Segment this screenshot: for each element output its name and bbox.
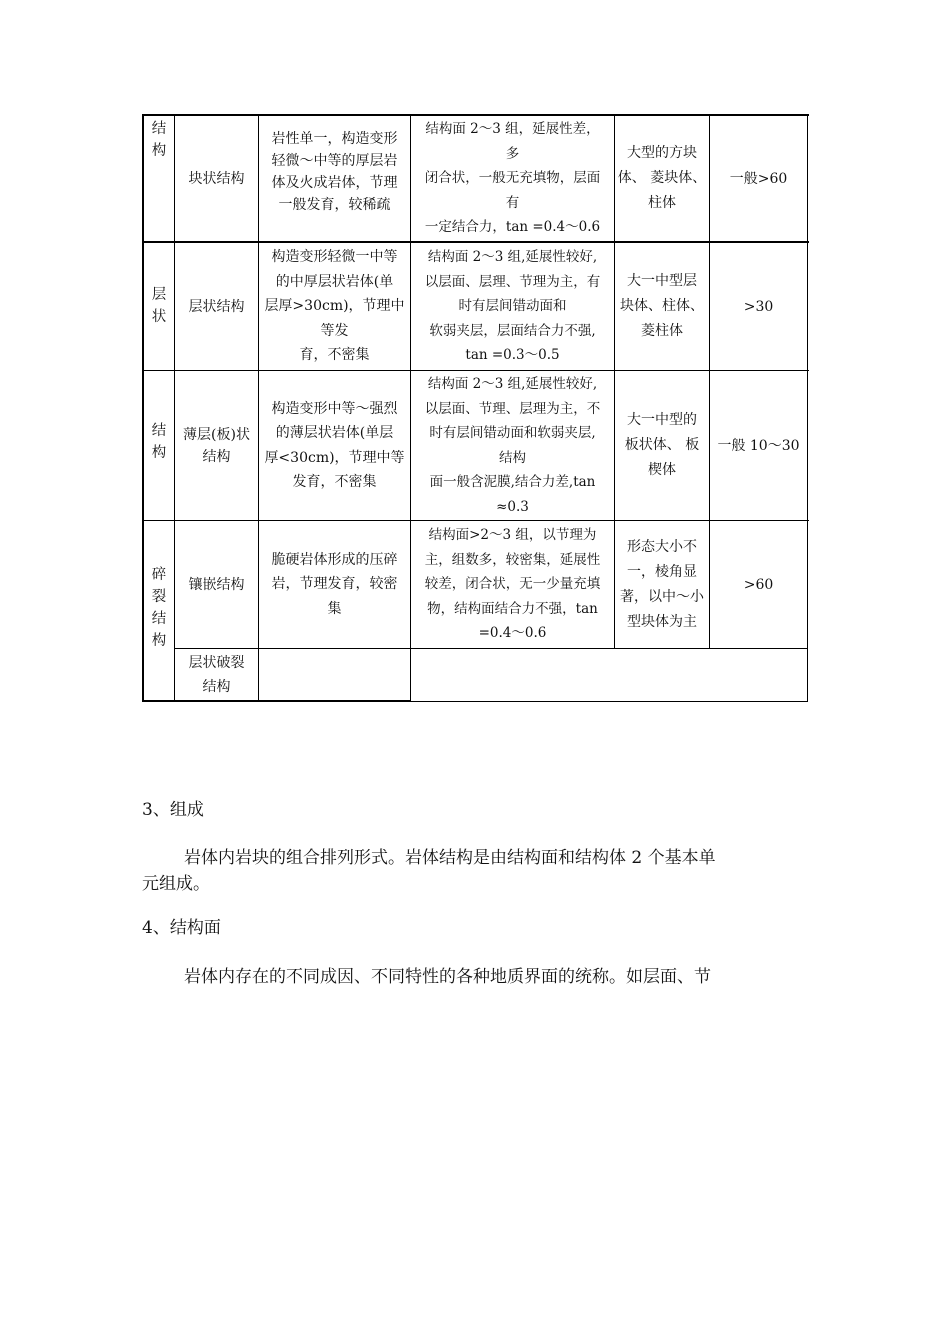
merged-cell-empty xyxy=(411,649,807,701)
section-heading: 4、结构面 xyxy=(142,918,221,938)
table-row xyxy=(175,649,258,700)
body-shape-cell xyxy=(615,521,709,648)
structure-name-line: 结构 xyxy=(202,678,231,695)
surface-line: 有 xyxy=(505,194,520,211)
table-row xyxy=(175,116,258,241)
description-line: 构造变形轻微一中等 xyxy=(271,249,398,266)
surface-line: 以层面、节理、层理为主，不 xyxy=(424,400,601,417)
paragraph-line: 岩体内岩块的组合排列形式。岩体结构是由结构面和结构体 2 个基本单 xyxy=(184,848,716,868)
description-line: 岩性单一，构造变形 xyxy=(271,131,398,147)
rock-structure-table xyxy=(142,114,809,702)
surface-line: 结构面 2～3 组，延展性差， xyxy=(425,121,600,138)
surface-line: tan =0.3～0.5 xyxy=(465,347,560,364)
surface-line: 主，组数多，较密集，延展性 xyxy=(424,551,601,568)
body-shape-line: 形态大小不 xyxy=(627,538,697,555)
table-border-bottom-right xyxy=(410,701,808,702)
surface-cell xyxy=(411,116,614,241)
table-border-right xyxy=(807,114,808,702)
structure-name: 层状结构 xyxy=(188,298,245,315)
group-label-1: 结构 xyxy=(151,121,167,159)
table-row xyxy=(175,243,258,370)
value-cell xyxy=(710,116,807,241)
surface-line: ≈0.3 xyxy=(496,498,529,515)
group-label-3: 结构 xyxy=(151,423,167,461)
description-line: 厚<30cm)，节理中等 xyxy=(264,449,405,466)
body-shape-line: 大一中型的 xyxy=(626,412,697,428)
description-line: 的中厚层状岩体(单 xyxy=(275,273,394,290)
description-line: 脆硬岩体形成的压碎 xyxy=(271,551,398,568)
description-line: 体及火成岩体，节理 xyxy=(271,175,398,191)
surface-line: 一定结合力，tan =0.4～0.6 xyxy=(424,219,601,236)
description-line: 构造变形中等～强烈 xyxy=(271,400,398,417)
surface-line: 闭合状，一般无充填物，层面 xyxy=(424,170,601,187)
surface-line: 时有层间错动面和软弱夹层, xyxy=(429,425,596,441)
table-row xyxy=(175,521,258,648)
body-shape-line: 型块体为主 xyxy=(627,613,697,630)
surface-cell xyxy=(411,521,614,648)
body-shape-line: 体、 菱块体、 xyxy=(617,170,707,186)
table-border-bottom xyxy=(142,700,410,702)
surface-line: 物，结构面结合力不强，tan xyxy=(427,600,598,617)
surface-line: 以层面、层理、节理为主，有 xyxy=(424,273,601,290)
table-border-left xyxy=(142,114,144,702)
value-cell xyxy=(710,371,807,520)
body-shape-line: 大一中型层 xyxy=(627,273,697,289)
description-cell-empty xyxy=(259,649,410,700)
value-text: >60 xyxy=(743,576,774,593)
value-text: >30 xyxy=(743,298,774,315)
value-text: 一般>60 xyxy=(729,170,788,187)
body-shape-line: 一，棱角显 xyxy=(627,563,697,580)
description-cell xyxy=(259,243,410,370)
description-cell xyxy=(259,521,410,648)
group-label-4: 碎裂结构 xyxy=(151,567,167,649)
paragraph-line: 岩体内存在的不同成因、不同特性的各种地质界面的统称。如层面、节 xyxy=(184,967,711,987)
structure-name: 镶嵌结构 xyxy=(188,576,245,593)
body-shape-cell xyxy=(615,243,709,370)
description-line: 岩，节理发育，较密 xyxy=(271,576,398,593)
surface-line: 软弱夹层，层面结合力不强, xyxy=(429,322,596,339)
surface-line: 面一般含泥膜,结合力差,tan xyxy=(429,474,596,490)
body-shape-line: 块体、柱体、 xyxy=(620,298,704,314)
section-heading: 3、组成 xyxy=(142,800,204,820)
body-shape-line: 楔体 xyxy=(647,462,676,478)
body-shape-line: 大型的方块 xyxy=(626,145,697,161)
surface-line: 较差，闭合状，无一少量充填 xyxy=(424,576,601,593)
description-line: 一般发育，较稀疏 xyxy=(278,197,391,213)
surface-line: 时有层间错动面和 xyxy=(458,298,567,315)
description-line: 层厚>30cm)，节理中 xyxy=(264,298,405,315)
body-shape-cell xyxy=(615,116,709,241)
structure-name-line: 结构 xyxy=(202,448,231,465)
description-line: 发育，不密集 xyxy=(292,474,377,490)
structure-name: 块状结构 xyxy=(188,170,245,187)
body-shape-cell xyxy=(615,371,709,520)
surface-line: 结构面 2～3 组,延展性较好, xyxy=(427,249,598,266)
surface-line: 结构面 2～3 组,延展性较好, xyxy=(427,376,598,392)
surface-line: 结构面>2～3 组，以节理为 xyxy=(428,527,597,544)
surface-line: =0.4～0.6 xyxy=(478,625,547,642)
paragraph-line: 元组成。 xyxy=(142,874,210,894)
body-shape-line: 柱体 xyxy=(647,195,676,211)
surface-cell xyxy=(411,243,614,370)
structure-name-line: 层状破裂 xyxy=(188,654,245,671)
table-row xyxy=(175,371,258,520)
description-line: 等发 xyxy=(320,322,349,339)
description-line: 育，不密集 xyxy=(299,347,370,364)
value-cell xyxy=(710,243,807,370)
surface-cell xyxy=(411,371,614,520)
group-label-2: 层状 xyxy=(151,287,167,325)
description-cell xyxy=(259,128,410,236)
value-cell xyxy=(710,521,807,648)
value-text: 一般 10～30 xyxy=(717,437,800,454)
description-line: 的薄层状岩体(单层 xyxy=(275,425,394,441)
description-line: 轻微～中等的厚层岩 xyxy=(271,153,398,169)
description-cell xyxy=(259,371,410,520)
body-shape-line: 菱柱体 xyxy=(641,323,683,339)
surface-line: 结构 xyxy=(499,449,526,466)
body-shape-line: 著，以中～小 xyxy=(620,588,704,605)
structure-name-line: 薄层(板)状 xyxy=(183,426,250,443)
description-line: 集 xyxy=(327,600,342,617)
surface-line: 多 xyxy=(505,145,520,162)
body-shape-line: 板状体、 板 xyxy=(624,437,700,453)
